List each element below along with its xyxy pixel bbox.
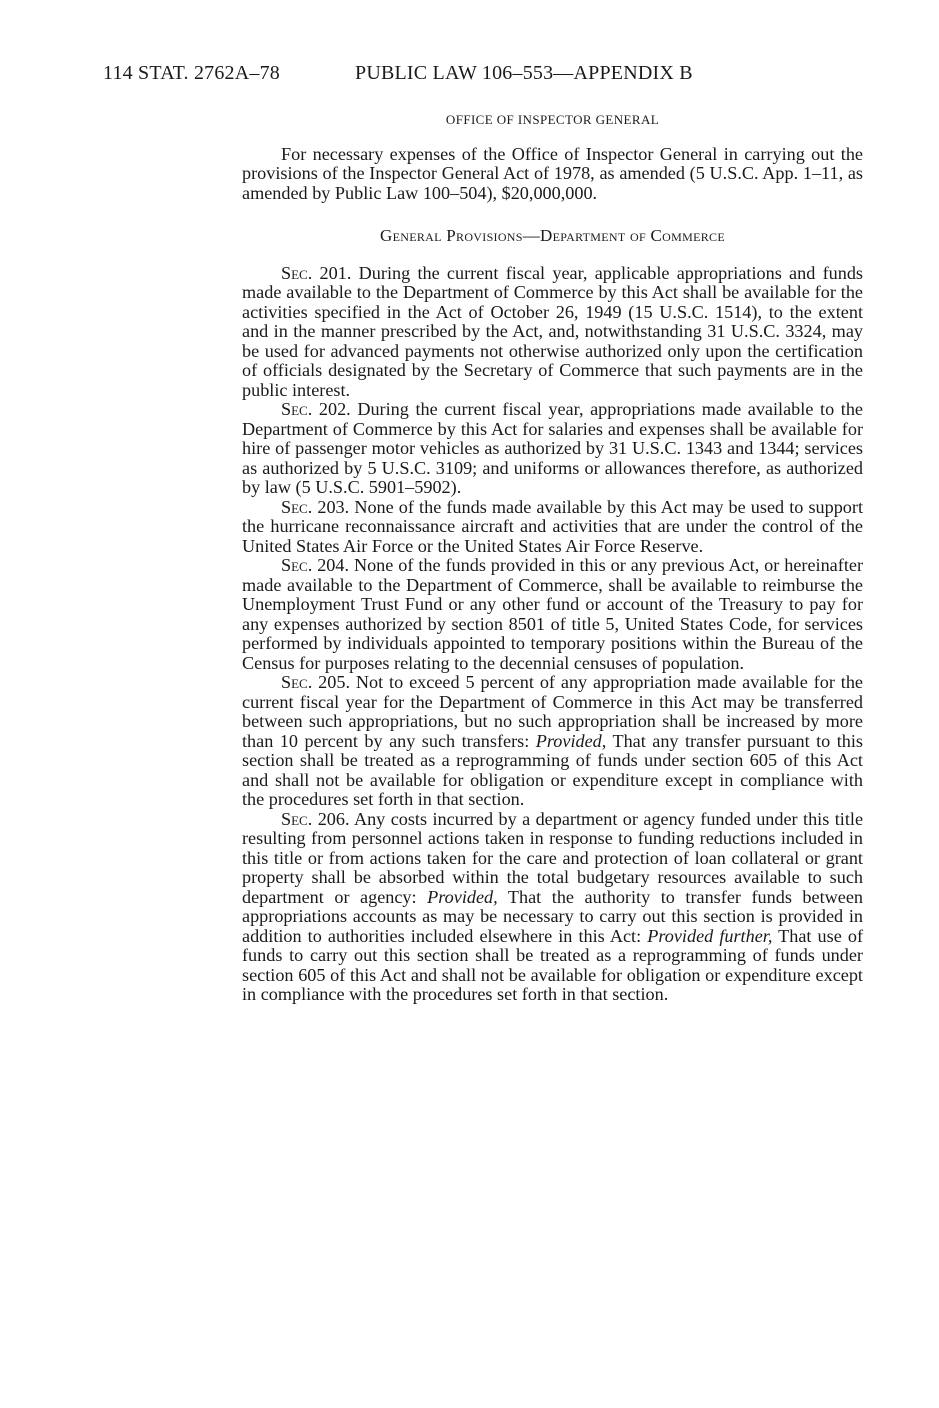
section-202-label: Sec. 202. — [281, 399, 351, 419]
section-203 — [242, 498, 863, 557]
section-206-proviso-2: Provided further, — [647, 925, 773, 946]
section-206-label: Sec. 206. — [281, 808, 350, 829]
section-201 — [242, 264, 863, 401]
section-206 — [242, 810, 863, 1005]
general-provisions-heading: General Provisions—Department of Commerce — [380, 226, 725, 245]
page-number: 114 STAT. 2762A–78 — [103, 62, 280, 84]
document-body — [242, 110, 863, 1005]
office-inspector-general-paragraph: For necessary expenses of the Office of Inspector General in carrying out the provisions of the Inspector General Act of 1978, as amended (5 U.S.C. App. 1–11, as amended by Public Law 100–504), $20,000,000. — [242, 143, 863, 203]
office-inspector-general-heading: OFFICE OF INSPECTOR GENERAL — [445, 112, 660, 127]
section-206-text-a: Any costs incurred by a department or agency funded under this title resulting from personnel actions taken in response to funding reductions included in this title or from actions taken for the care and protection of loan collateral or grant property shall be absorbed within the total budgetary resources available to such department or agency: — [242, 808, 864, 907]
section-205 — [242, 673, 863, 810]
section-205-text-b: That any transfer pursuant to this section shall be treated as a reprogramming of funds under section 605 of this Act and shall not be available for obligation or expenditure except in compliance with the procedures set forth in that section. — [242, 730, 863, 809]
section-205-label: Sec. 205. — [281, 672, 350, 692]
section-201-label: Sec. 201. — [281, 262, 352, 283]
section-206-proviso-1: Provided, — [427, 886, 498, 907]
section-202 — [242, 400, 863, 498]
section-204-label: Sec. 204. — [281, 555, 350, 575]
section-205-text-a: Not to exceed 5 percent of any appropriation made available for the current fiscal year for the Department of Commerce in this Act may be transferred between such appropriations, but no such appropriation shall be increased by more than 10 percent by any such transfers: — [242, 672, 864, 751]
section-203-label: Sec. 203. — [281, 496, 350, 517]
section-204 — [242, 556, 863, 673]
section-206-text-b: That the authority to transfer funds between appropriations accounts as may be necessary to carry out this section is provided in addition to authorities included elsewhere in this Act: — [242, 886, 864, 946]
section-205-proviso: Provided, — [535, 730, 607, 751]
section-203-text: None of the funds made available by this Act may be used to support the hurricane reconnaissance aircraft and activities that are under the control of the United States Air Force or the United States Air Force Reserve. — [242, 496, 864, 556]
section-201-text: During the current fiscal year, applicable appropriations and funds made available to the Department of Commerce by this Act shall be available for the activities specified in the Act of October 26, 1949 (15 U.S.C. 1514), to the extent and in the manner prescribed by the Act, and, notwithstanding 31 U.S.C. 3324, may be used for advanced payments not otherwise authorized only upon the certification of officials designated by the Secretary of Commerce that such payments are in the public interest. — [242, 262, 863, 400]
running-title: PUBLIC LAW 106–553—APPENDIX B — [355, 62, 693, 84]
section-202-text: During the current fiscal year, appropriations made available to the Department of Commerce by this Act for salaries and expenses shall be available for hire of passenger motor vehicles as authorized by 31 U.S.C. 1343 and 1344; services as authorized by 5 U.S.C. 3109; and uniforms or allowances therefore, as authorized by law (5 U.S.C. 5901–5902). — [242, 399, 863, 497]
section-204-text: None of the funds provided in this or any previous Act, or hereinafter made available to the Department of Commerce, shall be available to reimburse the Unemployment Trust Fund or any other fund or account of the Treasury to pay for any expenses authorized by section 8501 of title 5, United States Code, for services performed by individuals appointed to temporary positions within the Bureau of the Census for purposes relating to the decennial censuses of population. — [242, 555, 863, 673]
running-header — [103, 62, 693, 85]
section-206-text-c: That use of funds to carry out this section shall be treated as a reprogramming of funds under section 605 of this Act and shall not be available for obligation or expenditure except in compliance with the procedures set forth in that section. — [242, 925, 864, 1004]
